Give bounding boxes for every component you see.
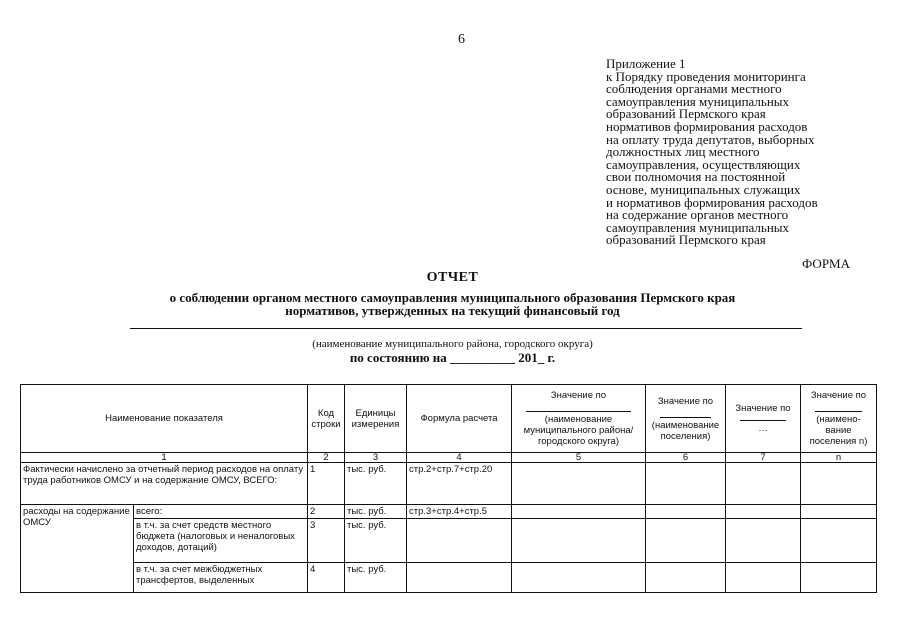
appendix-line: самоуправления, осуществляющих xyxy=(606,156,801,172)
appendix-line: на содержание органов местного xyxy=(606,207,789,223)
report-date-line: по состоянию на __________ 201_ г. xyxy=(349,350,556,365)
row-formula: стр.2+стр.7+стр.20 xyxy=(407,463,512,505)
blank-field-line xyxy=(660,417,711,418)
header-value-dots-bottom: … xyxy=(758,423,768,434)
header-indicator: Наименование показателя xyxy=(21,385,308,453)
row-units: тыс. руб. xyxy=(345,463,407,505)
appendix-line: основе, муниципальных служащих xyxy=(606,181,801,197)
report-subtitle-line: нормативов, утвержденных на текущий финансовый год xyxy=(285,303,620,318)
blank-field-line xyxy=(815,411,862,412)
value-cell[interactable] xyxy=(512,463,646,505)
column-number: 2 xyxy=(308,453,345,463)
column-number: 1 xyxy=(21,453,308,463)
table-header-row xyxy=(21,385,877,453)
row-code: 1 xyxy=(308,463,345,505)
header-formula: Формула расчета xyxy=(407,385,512,453)
row-formula xyxy=(407,563,512,593)
column-number-row xyxy=(21,453,877,463)
table-row xyxy=(21,463,877,505)
appendix-line: Приложение 1 xyxy=(606,56,686,71)
appendix-line: образований Пермского края xyxy=(606,106,766,122)
value-cell[interactable] xyxy=(646,519,726,563)
row-code: 4 xyxy=(308,563,345,593)
appendix-line: свои полномочия на постоянной xyxy=(606,169,786,185)
value-cell[interactable] xyxy=(801,505,877,519)
header-value-settlement-top: Значение по xyxy=(657,395,714,407)
report-title: ОТЧЕТ xyxy=(426,270,479,285)
value-cell[interactable] xyxy=(646,563,726,593)
value-cell[interactable] xyxy=(726,463,801,505)
value-cell[interactable] xyxy=(512,563,646,593)
value-cell[interactable] xyxy=(646,505,726,519)
value-cell[interactable] xyxy=(726,563,801,593)
value-cell[interactable] xyxy=(801,563,877,593)
value-cell[interactable] xyxy=(646,463,726,505)
blank-field-line xyxy=(526,411,631,412)
column-number: 6 xyxy=(646,453,726,463)
value-cell[interactable] xyxy=(726,519,801,563)
header-value-n-top: Значение по xyxy=(810,390,867,401)
appendix-block xyxy=(606,58,896,247)
column-number: n xyxy=(801,453,877,463)
report-table-wrapper xyxy=(20,384,877,593)
appendix-line: соблюдения органами местного xyxy=(606,81,782,97)
appendix-line: и нормативов формирования расходов xyxy=(606,194,818,210)
value-cell[interactable] xyxy=(512,505,646,519)
row-name: в т.ч. за счет межбюджетных трансфертов, выделенных xyxy=(134,563,308,593)
table-row xyxy=(21,519,877,563)
column-number: 4 xyxy=(407,453,512,463)
appendix-line: самоуправления муниципальных xyxy=(606,93,790,109)
appendix-line: на оплату труда депутатов, выборных xyxy=(606,131,815,147)
header-value-settlement xyxy=(646,385,726,453)
row-name: Фактически начислено за отчетный период расходов на оплату труда работников ОМСУ и на содержание ОМСУ, ВСЕГО: xyxy=(21,463,308,505)
page-number: 6 xyxy=(458,32,465,47)
row-formula: стр.3+стр.4+стр.5 xyxy=(407,505,512,519)
column-number: 3 xyxy=(345,453,407,463)
header-value-district-top: Значение по xyxy=(550,390,607,401)
header-value-dots-top: Значение по xyxy=(735,403,791,414)
blank-field-line xyxy=(740,420,786,421)
value-cell[interactable] xyxy=(726,505,801,519)
row-units: тыс. руб. xyxy=(345,519,407,563)
header-units: Единицы измерения xyxy=(345,385,407,453)
value-cell[interactable] xyxy=(801,463,877,505)
row-code: 3 xyxy=(308,519,345,563)
header-value-n xyxy=(801,385,877,453)
header-value-settlement-bottom: (наименование поселения) xyxy=(651,419,720,442)
column-number: 7 xyxy=(726,453,801,463)
value-cell[interactable] xyxy=(512,519,646,563)
appendix-line: должностных лиц местного xyxy=(606,144,760,160)
appendix-line: образований Пермского края xyxy=(606,232,766,248)
header-code: Код строки xyxy=(308,385,345,453)
appendix-line: к Порядку проведения мониторинга xyxy=(606,68,806,84)
row-group-label: расходы на содержание ОМСУ xyxy=(21,505,134,593)
appendix-line: самоуправления муниципальных xyxy=(606,219,790,235)
row-units: тыс. руб. xyxy=(345,563,407,593)
appendix-line: нормативов формирования расходов xyxy=(606,118,808,134)
report-subtitle xyxy=(0,291,905,317)
table-row xyxy=(21,505,877,519)
municipality-name-hint: (наименование муниципального района, городского округа) xyxy=(312,338,593,350)
row-formula xyxy=(407,519,512,563)
row-name: в т.ч. за счет средств местного бюджета (налоговых и неналоговых доходов, дотаций) xyxy=(134,519,308,563)
report-subtitle-line: о соблюдении органом местного самоуправления муниципального образования Пермского края xyxy=(169,290,736,305)
header-value-district xyxy=(512,385,646,453)
header-value-district-bottom: (наименование муниципального района/ городского округа) xyxy=(523,414,634,447)
table-row xyxy=(21,563,877,593)
report-table xyxy=(20,384,877,593)
header-value-n-bottom: (наимено- вание поселения n) xyxy=(809,414,868,447)
header-value-dots xyxy=(726,385,801,453)
row-units: тыс. руб. xyxy=(345,505,407,519)
column-number: 5 xyxy=(512,453,646,463)
value-cell[interactable] xyxy=(801,519,877,563)
form-label: ФОРМА xyxy=(802,256,850,271)
row-name: всего: xyxy=(134,505,308,519)
municipality-name-line[interactable] xyxy=(130,328,802,329)
row-code: 2 xyxy=(308,505,345,519)
